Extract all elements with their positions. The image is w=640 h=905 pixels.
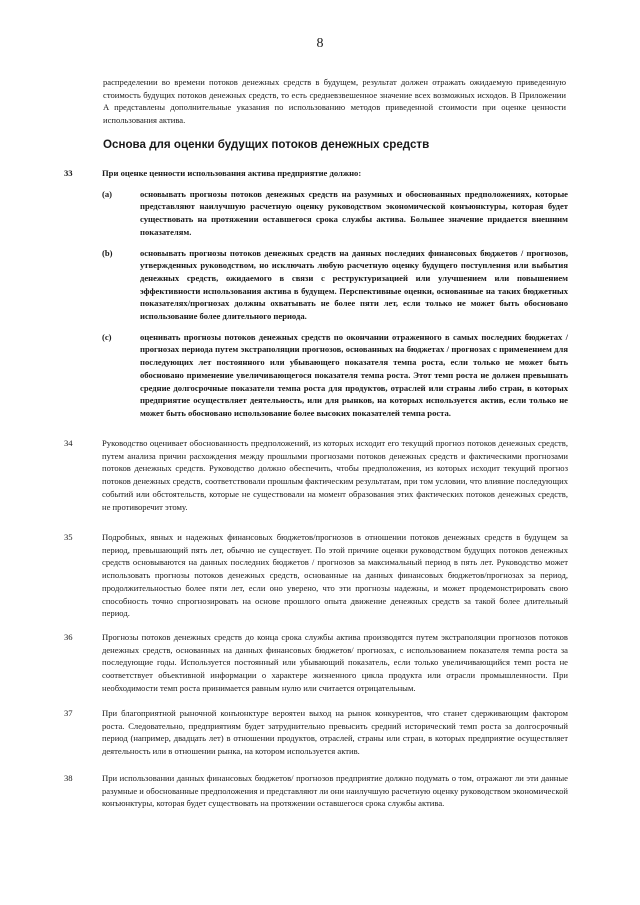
sub-item-text: основывать прогнозы потоков денежных средств на данных последних финансовых бюджетов / прогнозов, утвержденных руководством, но исключать любую расчетную оценку будущего поступления или выбытия денежных средств, ожидаемого в связи с реструктуризацией или улучшением или повышением эффективности использования актива в будущем. Перспективные оценки, основанные на таких бюджетных показателях/прогнозах должны охватывать не более пяти лет, если только не может быть обосновано использование более длительного периода. (140, 247, 568, 322)
paragraph-number: 38 (64, 773, 73, 783)
paragraph-35 (64, 531, 568, 620)
paragraph-37 (64, 707, 568, 758)
paragraph-38 (64, 772, 568, 810)
paragraph-36 (64, 631, 568, 695)
paragraph-number: 35 (64, 532, 73, 542)
paragraph-text: Прогнозы потоков денежных средств до конца срока службы актива производятся путем экстраполяции прогнозов потоков денежных средств, основанных на данных финансовых бюджетов/ прогнозах, с использованием показателя темпа роста за последующие годы. Используется постоянный или убывающий показатель, если только увеличивающийся темп роста не соответствует объективной информации о характере жизненного цикла продукта или отрасли промышленности. При необходимости темп роста принимается равным нулю или считается отрицательным. (102, 632, 568, 693)
sub-item-a (102, 188, 568, 239)
page-number: 8 (316, 36, 324, 51)
paragraph-text: При использовании данных финансовых бюджетов/ прогнозов предприятие должно подумать о том, отражают ли эти данные разумные и обоснованные предположения и представляют ли они наилучшую расчетную оценку руководством экономической конъюнктуры, которая будет существовать на протяжении оставшегося срока службы актива. (102, 773, 568, 809)
sub-item-letter: (c) (102, 331, 112, 342)
paragraph-33 (64, 167, 568, 420)
paragraph-text: Руководство оценивает обоснованность предположений, из которых исходит его текущий прогноз потоков денежных средств, путем анализа причин расхождения между прошлыми прогнозами потоков денежных средств и фактическими прогнозами потоков денежных средств. Руководство должно обеспечить, чтобы предположения, из которых исходит текущий прогноз потоков денежных средств, соответствовали прошлым фактическим результатам, при том условии, что влияние последующих событий или обстоятельств, которые не существовали на момент образования этих фактических потоков денежных средств, не противоречит этому. (102, 438, 568, 512)
paragraph-lead: При оценке ценности использования актива предприятие должно: (102, 168, 362, 178)
sub-item-letter: (a) (102, 188, 113, 199)
paragraph-number: 37 (64, 708, 73, 718)
sub-item-b (102, 247, 568, 323)
paragraph-number: 33 (64, 168, 73, 178)
paragraph-number: 36 (64, 632, 73, 642)
intro-paragraph: распределении во времени потоков денежных средств в будущем, результат должен отражать ожидаемую приведенную стоимость будущих потоков денежных средств, то есть средневзвешенное значение всех возможных исходов. В Приложении A представлены дополнительные указания по использованию методов приведенной стоимости при оценке ценности использования актива. (103, 77, 566, 126)
sub-item-letter: (b) (102, 247, 113, 258)
paragraph-text: Подробных, явных и надежных финансовых бюджетов/прогнозов в отношении потоков денежных средств в будущем за период, превышающий пять лет, обычно не существует. По этой причине оценки руководством будущих потоков денежных средств основываются на данных последних бюджетов / прогнозов за максимальный период в пять лет. Руководство может использовать прогнозы потоков денежных средств, основанные на данных финансовых бюджетов/прогнозах за период, продолжительностью более пяти лет, если оно уверено, что эти прогнозы надежны, и может продемонстрировать свою способность точно спрогнозировать на основе прошлого опыта движение денежных средств за такой более длительный период. (102, 532, 568, 619)
paragraph-34 (64, 437, 568, 513)
section-heading: Основа для оценки будущих потоков денежных средств (103, 138, 430, 151)
sub-item-text: оценивать прогнозы потоков денежных средств по окончании отраженного в самых последних бюджетах / прогнозах периода путем экстраполяции прогнозов, основанных на бюджетах / прогнозах с применением для последующих лет постоянного или убывающего показателя темпа роста, если только не может быть обосновано применение увеличивающегося показателя темпа роста. Этот темп роста не должен превышать средние долгосрочные показатели темпа роста для продуктов, отраслей или страны либо стран, в которых предприятие осуществляет деятельность, или для рынков, на которых используется актив, если только не может быть обосновано использование более высоких показателей темпа роста. (140, 331, 568, 418)
paragraph-text: При благоприятной рыночной конъюнктуре вероятен выход на рынок конкурентов, что станет сдерживающим фактором роста. Следовательно, предприятиям будет затруднительно превысить средний исторический темп роста за долгосрочный период (например, двадцать лет) в отношении продуктов, отраслей, страны или стран, в которых предприятие осуществляет деятельность или в отношении рынка, на котором используется актив. (102, 708, 568, 757)
sub-item-c (102, 331, 568, 420)
sub-item-text: основывать прогнозы потоков денежных средств на разумных и обоснованных предположениях, которые представляют наилучшую расчетную оценку руководством экономической конъюнктуры, которая будет существовать на протяжении оставшегося срока службы актива. Большее значение придается внешним показателям. (140, 188, 568, 237)
paragraph-number: 34 (64, 438, 73, 448)
